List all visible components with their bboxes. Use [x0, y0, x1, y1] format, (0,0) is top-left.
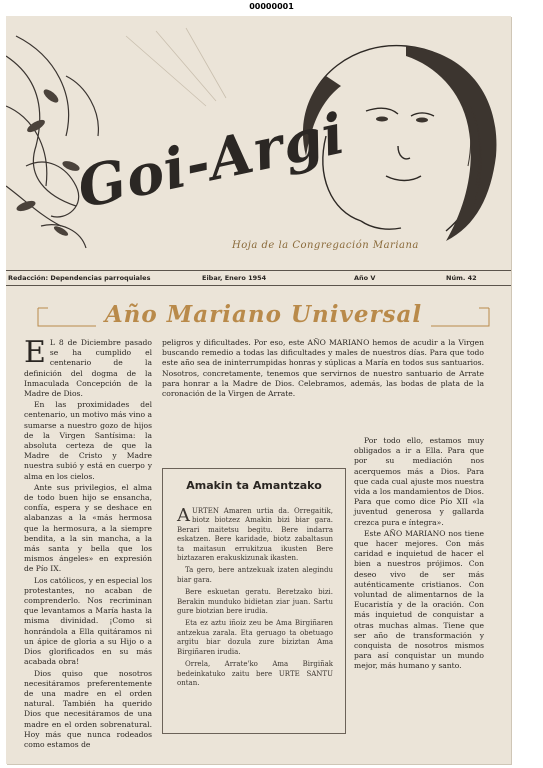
insert-paragraph: Ta gero, bere antzekuak izaten alegindu biar gara. — [177, 566, 333, 584]
scan-id: 00000001 — [249, 2, 294, 11]
insert-paragraph: Orrela, Arrate'ko Ama Birgiñak bedeinkatuko zaitu bere URTE SANTU ontan. — [177, 660, 333, 687]
article-title: Año Mariano Universal — [104, 301, 423, 328]
newspaper-page — [6, 16, 511, 764]
article-paragraph: Este AÑO MARIANO nos tiene que hacer mejores. Con más caridad e inquietud de hacer el bien a nuestros prójimos. Con deseo vivo de ser más auténticamente cristianos. Con voluntad de alimentarnos de la Eucaristía y de la oración. Con más inquietud de conquistar a otras muchas almas. Tiene que ser año de transformación y conquista de nosotros mismos para así conquistar un mundo mejor, más humano y santo. — [354, 528, 484, 671]
basque-insert-box — [162, 468, 346, 734]
drop-cap: E — [24, 335, 46, 370]
article-column-1 — [24, 335, 152, 751]
article-title-banner — [36, 298, 491, 332]
issue-info-bar — [6, 270, 511, 286]
article-paragraph: En las proximidades del centenario, un motivo más vino a sumarse a nuestro gozo de hijos de la Virgen Santísima: la absoluta certeza de que la Madre de Cristo y Madre nuestra subió y está en cuerpo y alma en los cielos. — [24, 400, 152, 481]
article-paragraph: Ante sus privilegios, el alma de todo buen hijo se ensancha, confía, espera y se deshace en alabanzas a la «más hermosa que la hermosura, a la siempre bendita, a la sin mancha, a la más santa y bella que los mismos ángeles» en expresión de Pío IX. — [24, 482, 152, 574]
insert-paragraph: Bere eskuetan geratu. Beretzako bizi. Berakin munduko bidietan ziar juan. Sartu gure biotzian bere irudia. — [177, 588, 333, 616]
insert-paragraph: AURTEN Amaren urtia da. Orregaitik, biotz biotzez Amakin bizi biar gara. Berari maitetsu begitu. Bere indarra eskatzen. Bere karidade, biotz zabaltasun ta maitasun errukitzua ikusten Bere biztazaren erakuskizunak ikasten. — [177, 505, 333, 563]
issue-number: Núm. 42 — [446, 274, 477, 282]
article-paragraph: Por todo ello, estamos muy obligados a ir a Ella. Para que por su mediación nos acerquemos más a Dios. Para que cada cual ajuste mos nuestra vida a los mandamientos de Dios. Para que como dice Pío XII «la juventud generosa y gallarda crezca pura e íntegra». — [354, 436, 484, 527]
issue-date: Eibar, Enero 1954 — [202, 274, 267, 282]
insert-body — [177, 507, 333, 691]
masthead — [6, 16, 511, 264]
insert-drop-cap: A — [177, 505, 190, 526]
insert-paragraph: Eta ez aztu iñoiz zeu be Ama Birgiñaren antzekua zarala. Eta geruago ta obetuago argitu biar dozula zure biziztan Ama Birgiñaren irudia. — [177, 619, 333, 656]
article-paragraph: Los católicos, y en especial los protestantes, no acaban de comprenderlo. Nos recriminan que levantamos a María hasta la misma divinidad. ¡Como si honrándola a Ella quitáramos ni un ápice de gloria a su Hijo o a Dios glorificados en su más acabada obra! — [24, 575, 152, 667]
article-paragraph: peligros y dificultades. Por eso, este AÑO MARIANO hemos de acudir a la Virgen buscando remedio a todas las dificultades y males de nuestros días. Para que todo este año sea de ininterrumpidas honras y súplicas a María en todos sus santuarios. Nosotros, concretamente, tenemos que servirnos de nuestro santuario de Arrate para honrar a la Madre de Dios. Celebramos, además, las bodas de plata de la coronación de la Virgen de Arrate. — [162, 338, 484, 399]
article-column-2 — [162, 338, 484, 400]
article-column-3 — [354, 436, 484, 673]
article-paragraph: E L 8 de Diciembre pasado se ha cumplido el centenario de la definición del dogma de la Inmaculada Concepción de la Madre de Dios. — [24, 335, 152, 399]
issue-year: Año V — [354, 274, 376, 282]
article-paragraph: Dios quiso que nosotros necesitáramos preferentemente de una madre en el orden natural. También ha querido Dios que necesitáramos de una madre en el orden sobrenatural. Hoy más que nunca rodeados como estamos de — [24, 668, 152, 749]
editorial-address: Redacción: Dependencias parroquiales — [8, 274, 151, 282]
masthead-subtitle: Hoja de la Congregación Mariana — [232, 240, 419, 251]
insert-title: Amakin ta Amantzako — [186, 479, 322, 492]
masthead-logo: Goi-Argi — [72, 100, 351, 222]
